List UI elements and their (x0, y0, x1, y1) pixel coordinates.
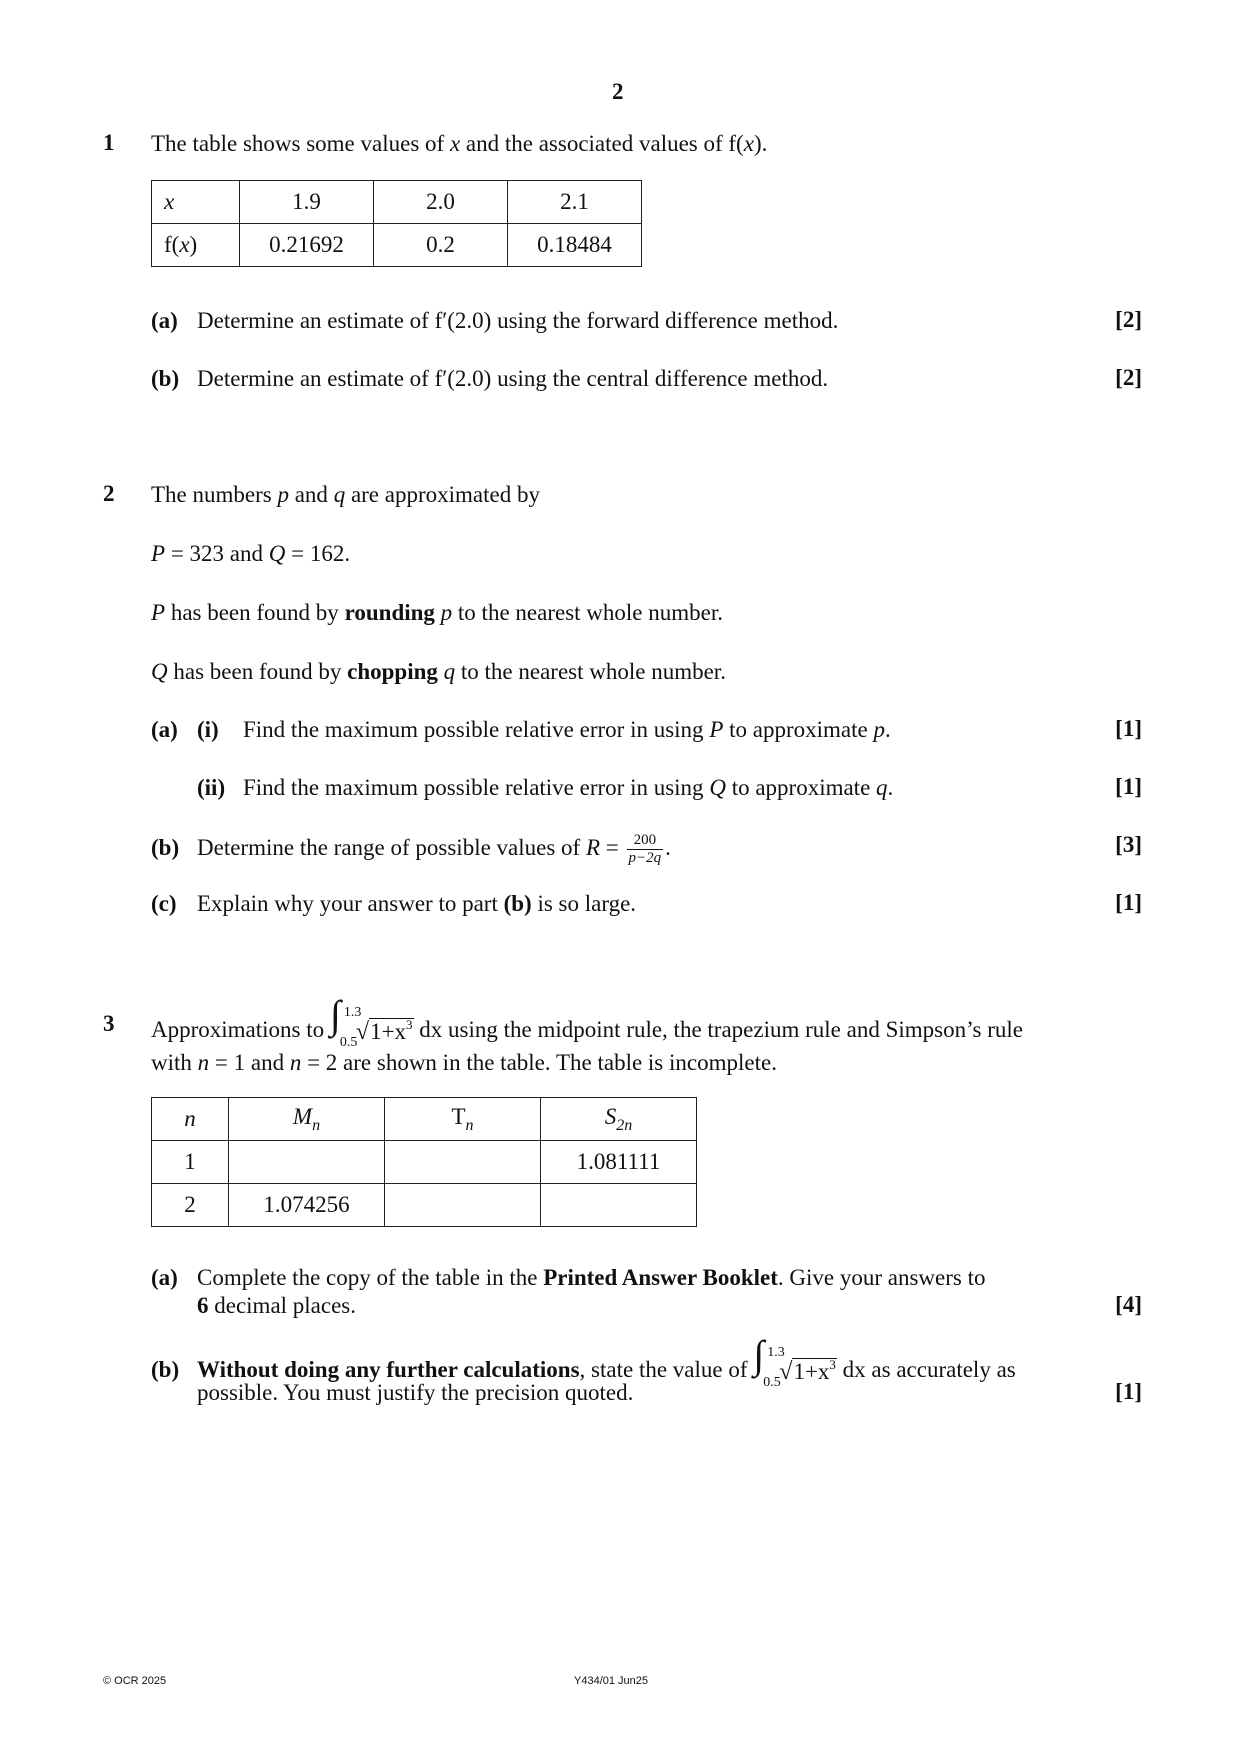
square-root-icon: $√1+x^3$ (779, 1357, 836, 1385)
table-head-T: $T_n$ (385, 1098, 541, 1141)
question-2c-marks: [1] (1115, 890, 1142, 915)
table-head-M: $M_n$ (229, 1098, 385, 1141)
question-1a: (a) Determine an estimate of f′(2.0) using the forward difference method. (151, 308, 839, 333)
question-1-number: 1 (103, 130, 115, 155)
table-cell (385, 1184, 541, 1227)
table-cell: 1 (152, 1141, 229, 1184)
table-cell: 2.1 (508, 181, 642, 224)
table-cell: 2 (152, 1184, 229, 1227)
fraction-200-over-p-2q: $\frac{200}{p-2q}$ (628, 832, 662, 866)
question-3a-marks: [4] (1115, 1292, 1142, 1317)
table-cell: 0.2 (374, 224, 508, 267)
question-2-intro: The numbers p and q are approximated by (151, 482, 540, 507)
question-3b: (b) Without doing any further calculations, state the value of ∫ 1.3 0.5 $√1+x^3$ dx as accurately as (151, 1332, 1016, 1390)
table-cell (229, 1141, 385, 1184)
question-2c: (c) Explain why your answer to part (b) is so large. (151, 891, 637, 916)
integral-sign-icon: ∫ 1.3 0.5 (753, 1332, 785, 1390)
table-cell: 0.18484 (508, 224, 642, 267)
question-3-intro: Approximations to ∫ 1.3 0.5 $√1+x^3$ dx using the midpoint rule, the trapezium rule and Simpson’s rule (151, 992, 1023, 1050)
question-2-line-q: Q has been found by chopping q to the nearest whole number. (151, 659, 726, 684)
table-head-n: n (152, 1098, 229, 1141)
question-2b: (b) Determine the range of possible values of R = $\frac{200}{p-2q}$ . (151, 832, 671, 866)
question-3-intro-line2: with n = 1 and n = 2 are shown in the table. The table is incomplete. (151, 1050, 777, 1075)
table-cell (385, 1141, 541, 1184)
question-2-line-p: P has been found by rounding p to the nearest whole number. (151, 600, 723, 625)
question-2a-ii-marks: [1] (1115, 774, 1142, 799)
table-head-S: $S_{2n}$ (541, 1098, 697, 1141)
table-head-fx: f(x) (152, 224, 240, 267)
table-cell: 1.074256 (229, 1184, 385, 1227)
table-cell: 1.081111 (541, 1141, 697, 1184)
table-row (152, 1141, 697, 1184)
table-cell: 0.21692 (240, 224, 374, 267)
page-number: 2 (612, 79, 624, 104)
question-1-intro: The table shows some values of x and the associated values of f(x). (151, 131, 768, 156)
question-2a-i: (a) (i) Find the maximum possible relative error in using P to approximate p. (151, 717, 891, 742)
question-3-table (151, 1097, 697, 1227)
question-1b-marks: [2] (1115, 365, 1142, 390)
table-head-x: x (152, 181, 240, 224)
question-3-number: 3 (103, 1011, 115, 1036)
table-cell (541, 1184, 697, 1227)
table-row (152, 1184, 697, 1227)
question-2-number: 2 (103, 481, 115, 506)
question-2a-ii: (ii) Find the maximum possible relative error in using Q to approximate q. (197, 775, 894, 800)
question-1-table (151, 180, 642, 267)
question-2b-marks: [3] (1115, 832, 1142, 857)
question-3b-marks: [1] (1115, 1379, 1142, 1404)
table-row (152, 181, 642, 224)
table-cell: 1.9 (240, 181, 374, 224)
footer-copyright: © OCR 2025 (103, 1675, 167, 1687)
square-root-icon: $√1+x^3$ (355, 1017, 413, 1045)
question-1b: (b) Determine an estimate of f′(2.0) using the central difference method. (151, 366, 829, 391)
question-3b-line2: possible. You must justify the precision quoted. (197, 1380, 634, 1405)
question-1a-marks: [2] (1115, 307, 1142, 332)
table-cell: 2.0 (374, 181, 508, 224)
footer-paper-code: Y434/01 Jun25 (574, 1675, 649, 1687)
question-3a-line2: 6 decimal places. (197, 1293, 357, 1318)
question-2a-i-marks: [1] (1115, 716, 1142, 741)
question-3a: (a) Complete the copy of the table in the Printed Answer Booklet. Give your answers to (151, 1265, 986, 1290)
question-2-approx: P = 323 and Q = 162. (151, 541, 351, 566)
integral-sign-icon: ∫ 1.3 0.5 (329, 992, 362, 1050)
table-row (152, 224, 642, 267)
table-row (152, 1098, 697, 1141)
